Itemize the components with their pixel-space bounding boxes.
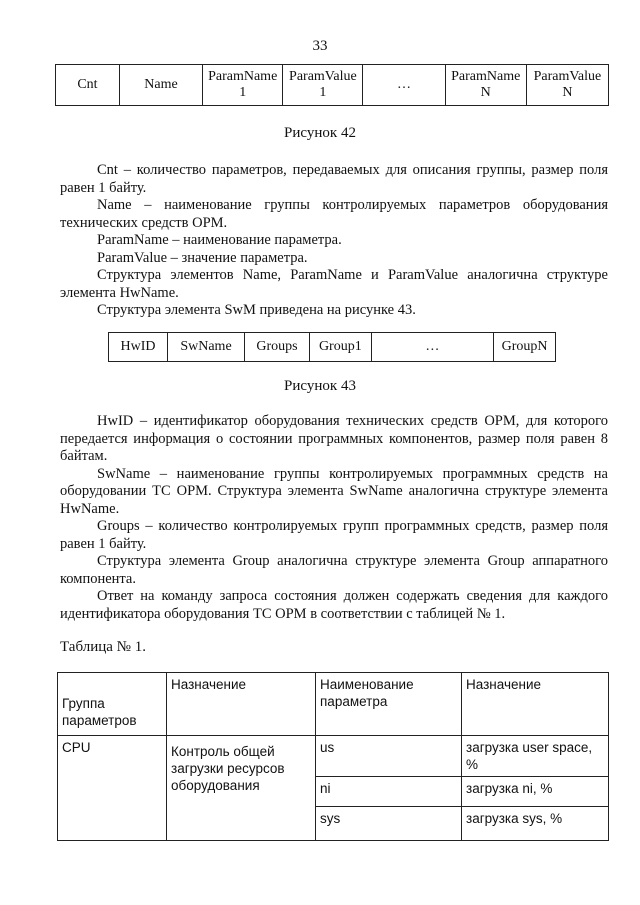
cell-param-ni: ni — [316, 777, 462, 807]
table-1 — [57, 672, 609, 841]
cell-desc-sys: загрузка sys, % — [462, 807, 609, 841]
page-number: 33 — [312, 38, 328, 54]
cell-param-sys: sys — [316, 807, 462, 841]
field-paramvalue-1: ParamValue 1 — [283, 65, 363, 106]
cell-desc-ni: загрузка ni, % — [462, 777, 609, 807]
figure-42-structure — [55, 64, 609, 106]
field-paramname-n: ParamName N — [445, 65, 526, 106]
block-1 — [60, 162, 608, 320]
paragraph-paramname: ParamName – наименование параметра. — [97, 232, 342, 248]
header-param-name: Наименование параметра — [316, 673, 462, 736]
header-group — [58, 673, 167, 736]
field-paramname-1: ParamName 1 — [203, 65, 283, 106]
cell-param-us: us — [316, 736, 462, 777]
header-group-label: Группа параметров — [62, 696, 137, 728]
cell-purpose — [167, 736, 316, 841]
cell-group-cpu: CPU — [58, 736, 167, 841]
field-groups: Groups — [244, 333, 309, 362]
field-paramvalue-n: ParamValue N — [526, 65, 608, 106]
field-ellipsis: … — [363, 65, 445, 106]
figure-43-structure — [108, 332, 556, 362]
header-purpose-2: Назначение — [462, 673, 609, 736]
table-caption: Таблица № 1. — [60, 639, 146, 655]
paragraph-cnt: Cnt – количество параметров, передаваемых для описания группы, размер поля равен 1 байту. — [60, 162, 608, 196]
paragraph-groups: Groups – количество контролируемых групп программных средств, размер поля равен 1 байту. — [60, 518, 608, 552]
header-purpose: Назначение — [167, 673, 316, 736]
field-ellipsis: … — [371, 333, 493, 362]
figure-43-caption: Рисунок 43 — [284, 378, 356, 394]
paragraph-paramvalue: ParamValue – значение параметра. — [97, 249, 308, 266]
cell-purpose-text: Контроль общей загрузки ресурсов оборудования — [171, 744, 285, 793]
paragraph-hwid: HwID – идентификатор оборудования технических средств ОРМ, для которого передается информация о состоянии программных компонентов, размер поля равен 8 байтам. — [60, 413, 608, 464]
paragraph-name: Name – наименование группы контролируемых параметров оборудования технических средств ОРМ. — [60, 197, 608, 231]
figure-42-caption: Рисунок 42 — [284, 125, 356, 141]
cell-desc-us: загрузка user space, % — [462, 736, 609, 777]
field-hwid: HwID — [109, 333, 168, 362]
paragraph-response: Ответ на команду запроса состояния должен содержать сведения для каждого идентификатора оборудования ТС ОРМ в соответствии с таблицей № 1. — [60, 588, 608, 622]
field-group1: Group1 — [310, 333, 372, 362]
block-2 — [60, 413, 608, 623]
paragraph-structure: Структура элементов Name, ParamName и ParamValue аналогична структуре элемента HwName. — [60, 267, 608, 301]
field-swname: SwName — [168, 333, 245, 362]
paragraph-swname: SwName – наименование группы контролируемых программных средств на оборудовании ТС ОРМ. Структура элемента SwName аналогична структуре элемента HwName. — [60, 465, 608, 517]
field-cnt: Cnt — [56, 65, 120, 106]
paragraph-group: Структура элемента Group аналогична структуре элемента Group аппаратного компонента. — [60, 553, 608, 587]
paragraph-swm: Структура элемента SwM приведена на рисунке 43. — [97, 302, 416, 318]
field-name: Name — [119, 65, 202, 106]
field-groupn: GroupN — [494, 333, 556, 362]
